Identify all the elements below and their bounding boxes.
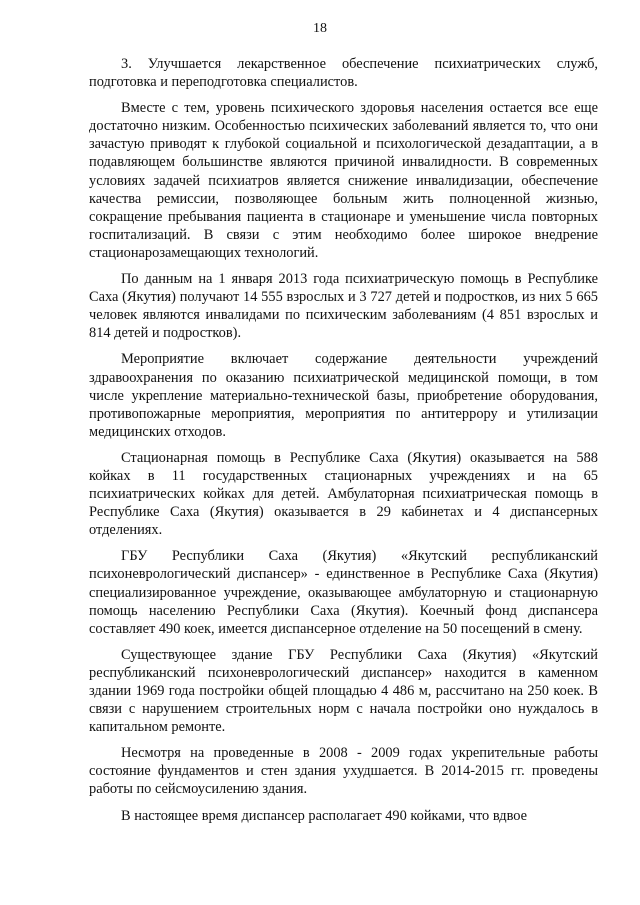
paragraph-current-capacity: В настоящее время диспансер располагает 490 койками, что вдвое bbox=[121, 807, 528, 824]
paragraph-inpatient-care: Стационарная помощь в Республике Саха (Якутия) оказывается на 588 койках в 11 государственных стационарных учреждениях и на 65 психиатрических койках для детей. Амбулаторная психиатрическая помощь в Республике Саха (Якутия) оказывается в 29 кабинетах и 4 диспансерных отделениях. bbox=[89, 449, 598, 539]
paragraph-dispensary-info: ГБУ Республики Саха (Якутия) «Якутский республиканский психоневрологический диспансер» - единственное в Республике Саха (Якутия) специализированное учреждение, оказывающее амбулаторную и стационарную помощь населению Республики Саха (Якутия). Коечный фонд диспансера составляет 490 коек, имеется диспансерное отделение на 50 посещений в смену. bbox=[89, 548, 598, 637]
paragraph-measure-description: Мероприятие включает содержание деятельности учреждений здравоохранения по оказанию психиатрической медицинской помощи, в том числе укрепление материально-технической базы, приобретение оборудования, противопожарные мероприятия, мероприятия по антитеррору и утилизации медицинских отходов. bbox=[89, 351, 598, 440]
page-number: 18 bbox=[313, 21, 327, 36]
paragraph-reinforcement-works: Несмотря на проведенные в 2008 - 2009 годах укрепительные работы состояние фундаментов и стен здания ухудшается. В 2014-2015 гг. проведены работы по сейсмоусилению здания. bbox=[89, 745, 598, 798]
paragraph-building-info: Существующее здание ГБУ Республики Саха (Якутия) «Якутский республиканский психоневрологический диспансер» находится в каменном здании 1969 года постройки общей площадью 4 486 м, рассчитано на 250 коек. В связи с нарушением строительных норм с начала постройки оно нуждалось в капитальном ремонте. bbox=[89, 646, 598, 736]
paragraph-statistics-2013: По данным на 1 января 2013 года психиатрическую помощь в Республике Саха (Якутия) получают 14 555 взрослых и 3 727 детей и подростков, из них 5 665 человек являются инвалидами по психическим заболеваниям (4 851 взрослых и 814 детей и подростков). bbox=[89, 271, 598, 342]
paragraph-mental-health-level: Вместе с тем, уровень психического здоровья населения остается все еще достаточно низким. Особенностью психических заболеваний является то, что они зачастую приводят к глубокой социальной и психологической дезадаптации, а в подавляющем большинстве являются причиной инвалидности. В современных условиях задачей психиатров является снижение инвалидизации, обеспечение качества ремиссии, позволяющее больным жить полноценной жизнью, сокращение пребывания пациента в стационаре и уменьшение числа повторных госпитализаций. В связи с этим необходимо более широкое внедрение стационарозамещающих технологий. bbox=[89, 100, 598, 261]
paragraph-drug-supply: 3. Улучшается лекарственное обеспечение психиатрических служб, подготовка и переподготовка специалистов. bbox=[89, 56, 598, 91]
document-body bbox=[89, 55, 598, 825]
